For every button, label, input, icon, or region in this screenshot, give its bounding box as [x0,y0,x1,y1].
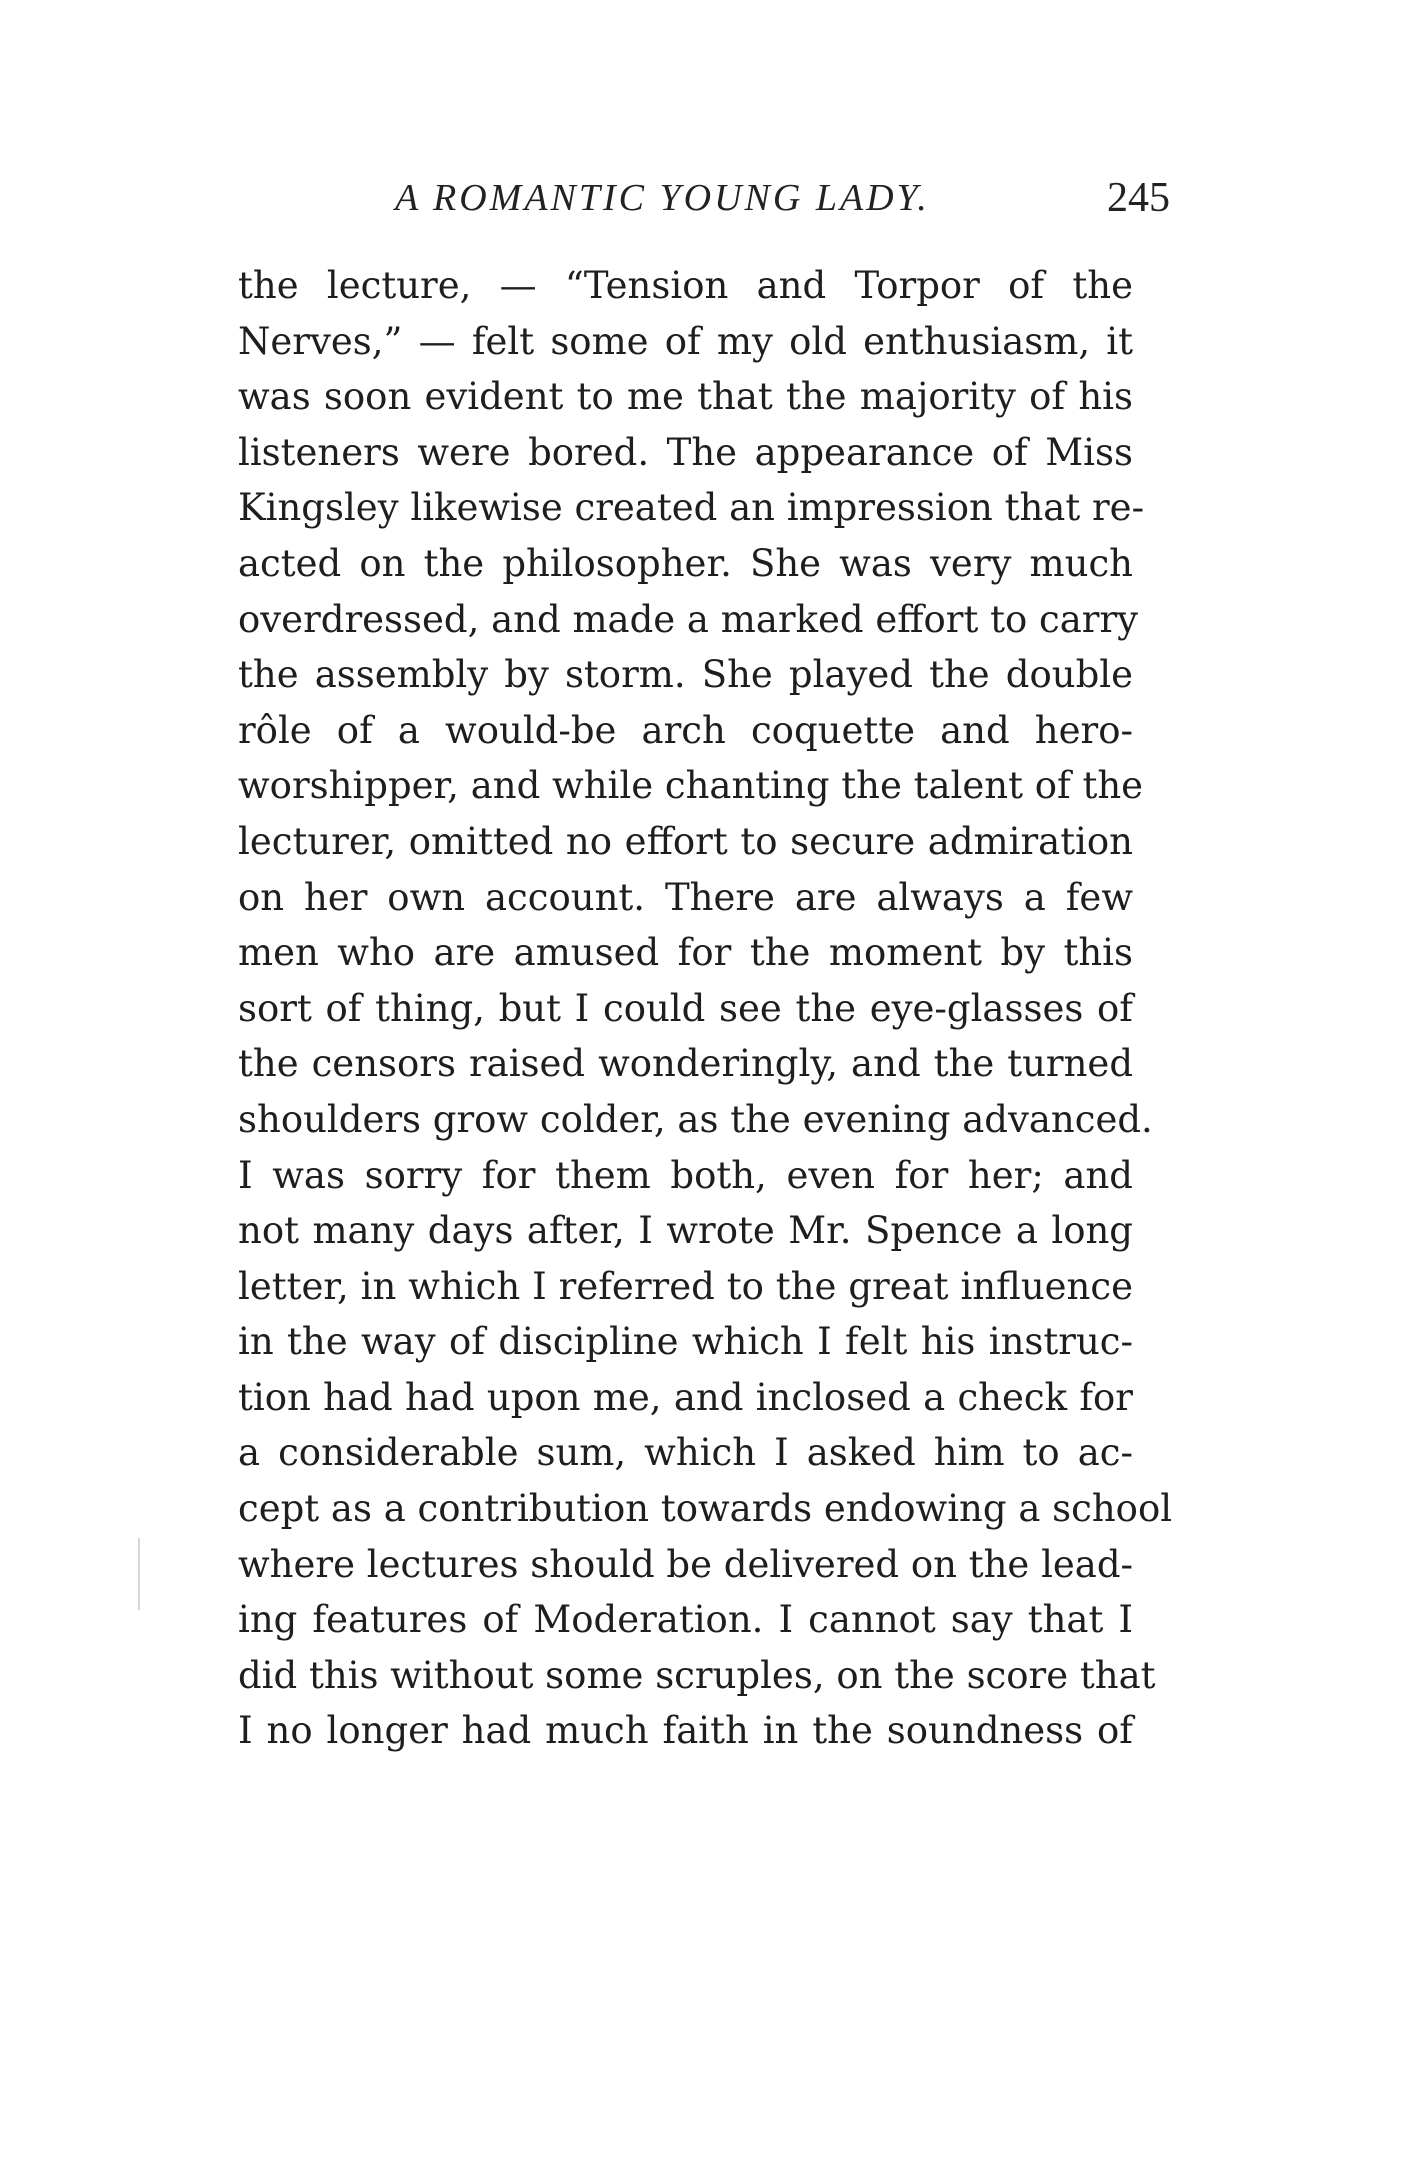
text-line: acted on the philosopher. She was very much [238,541,1133,585]
body-text [238,258,1173,1759]
text-line: where lectures should be delivered on the lead- [238,1542,1134,1586]
text-line: tion had had upon me, and inclosed a check for [238,1375,1133,1419]
text-line: shoulders grow colder, as the evening advanced. [238,1097,1153,1141]
text-line: not many days after, I wrote Mr. Spence a long [238,1209,1133,1253]
text-line: overdressed, and made a marked effort to carry [238,597,1139,641]
text-line: rôle of a would-be arch coquette and hero- [238,708,1133,752]
text-line: was soon evident to me that the majority of his [238,375,1133,419]
text-line: I no longer had much faith in the soundness of [238,1709,1133,1753]
running-title: A ROMANTIC YOUNG LADY. [395,177,930,219]
text-line: men who are amused for the moment by this [238,931,1133,975]
text-line: Nerves,” — felt some of my old enthusiasm, it [238,319,1133,363]
page-number: 245 [1107,175,1170,221]
text-line: sort of thing, but I could see the eye-glasses of [238,986,1133,1030]
text-line: worshipper, and while chanting the talent of the [238,764,1144,808]
text-line: ing features of Moderation. I cannot say that I [238,1598,1133,1642]
text-line: cept as a contribution towards endowing a school [238,1487,1173,1531]
text-line: letter, in which I referred to the great influence [238,1264,1133,1308]
text-line: the censors raised wonderingly, and the turned [238,1042,1133,1086]
text-line: the assembly by storm. She played the double [238,653,1133,697]
text-line: did this without some scruples, on the score that [238,1653,1156,1697]
running-head [240,172,1170,232]
text-line: Kingsley likewise created an impression that re- [238,486,1145,530]
text-line: I was sorry for them both, even for her; and [238,1153,1133,1197]
text-line: a considerable sum, which I asked him to ac- [238,1431,1133,1475]
text-line: in the way of discipline which I felt his instruc- [238,1320,1133,1364]
text-line: on her own account. There are always a few [238,875,1133,919]
text-line: lecturer, omitted no effort to secure admiration [238,819,1133,863]
margin-mark [138,1538,140,1610]
text-line: listeners were bored. The appearance of Miss [238,430,1133,474]
text-line: the lecture, — “Tension and Torpor of the [238,264,1133,307]
